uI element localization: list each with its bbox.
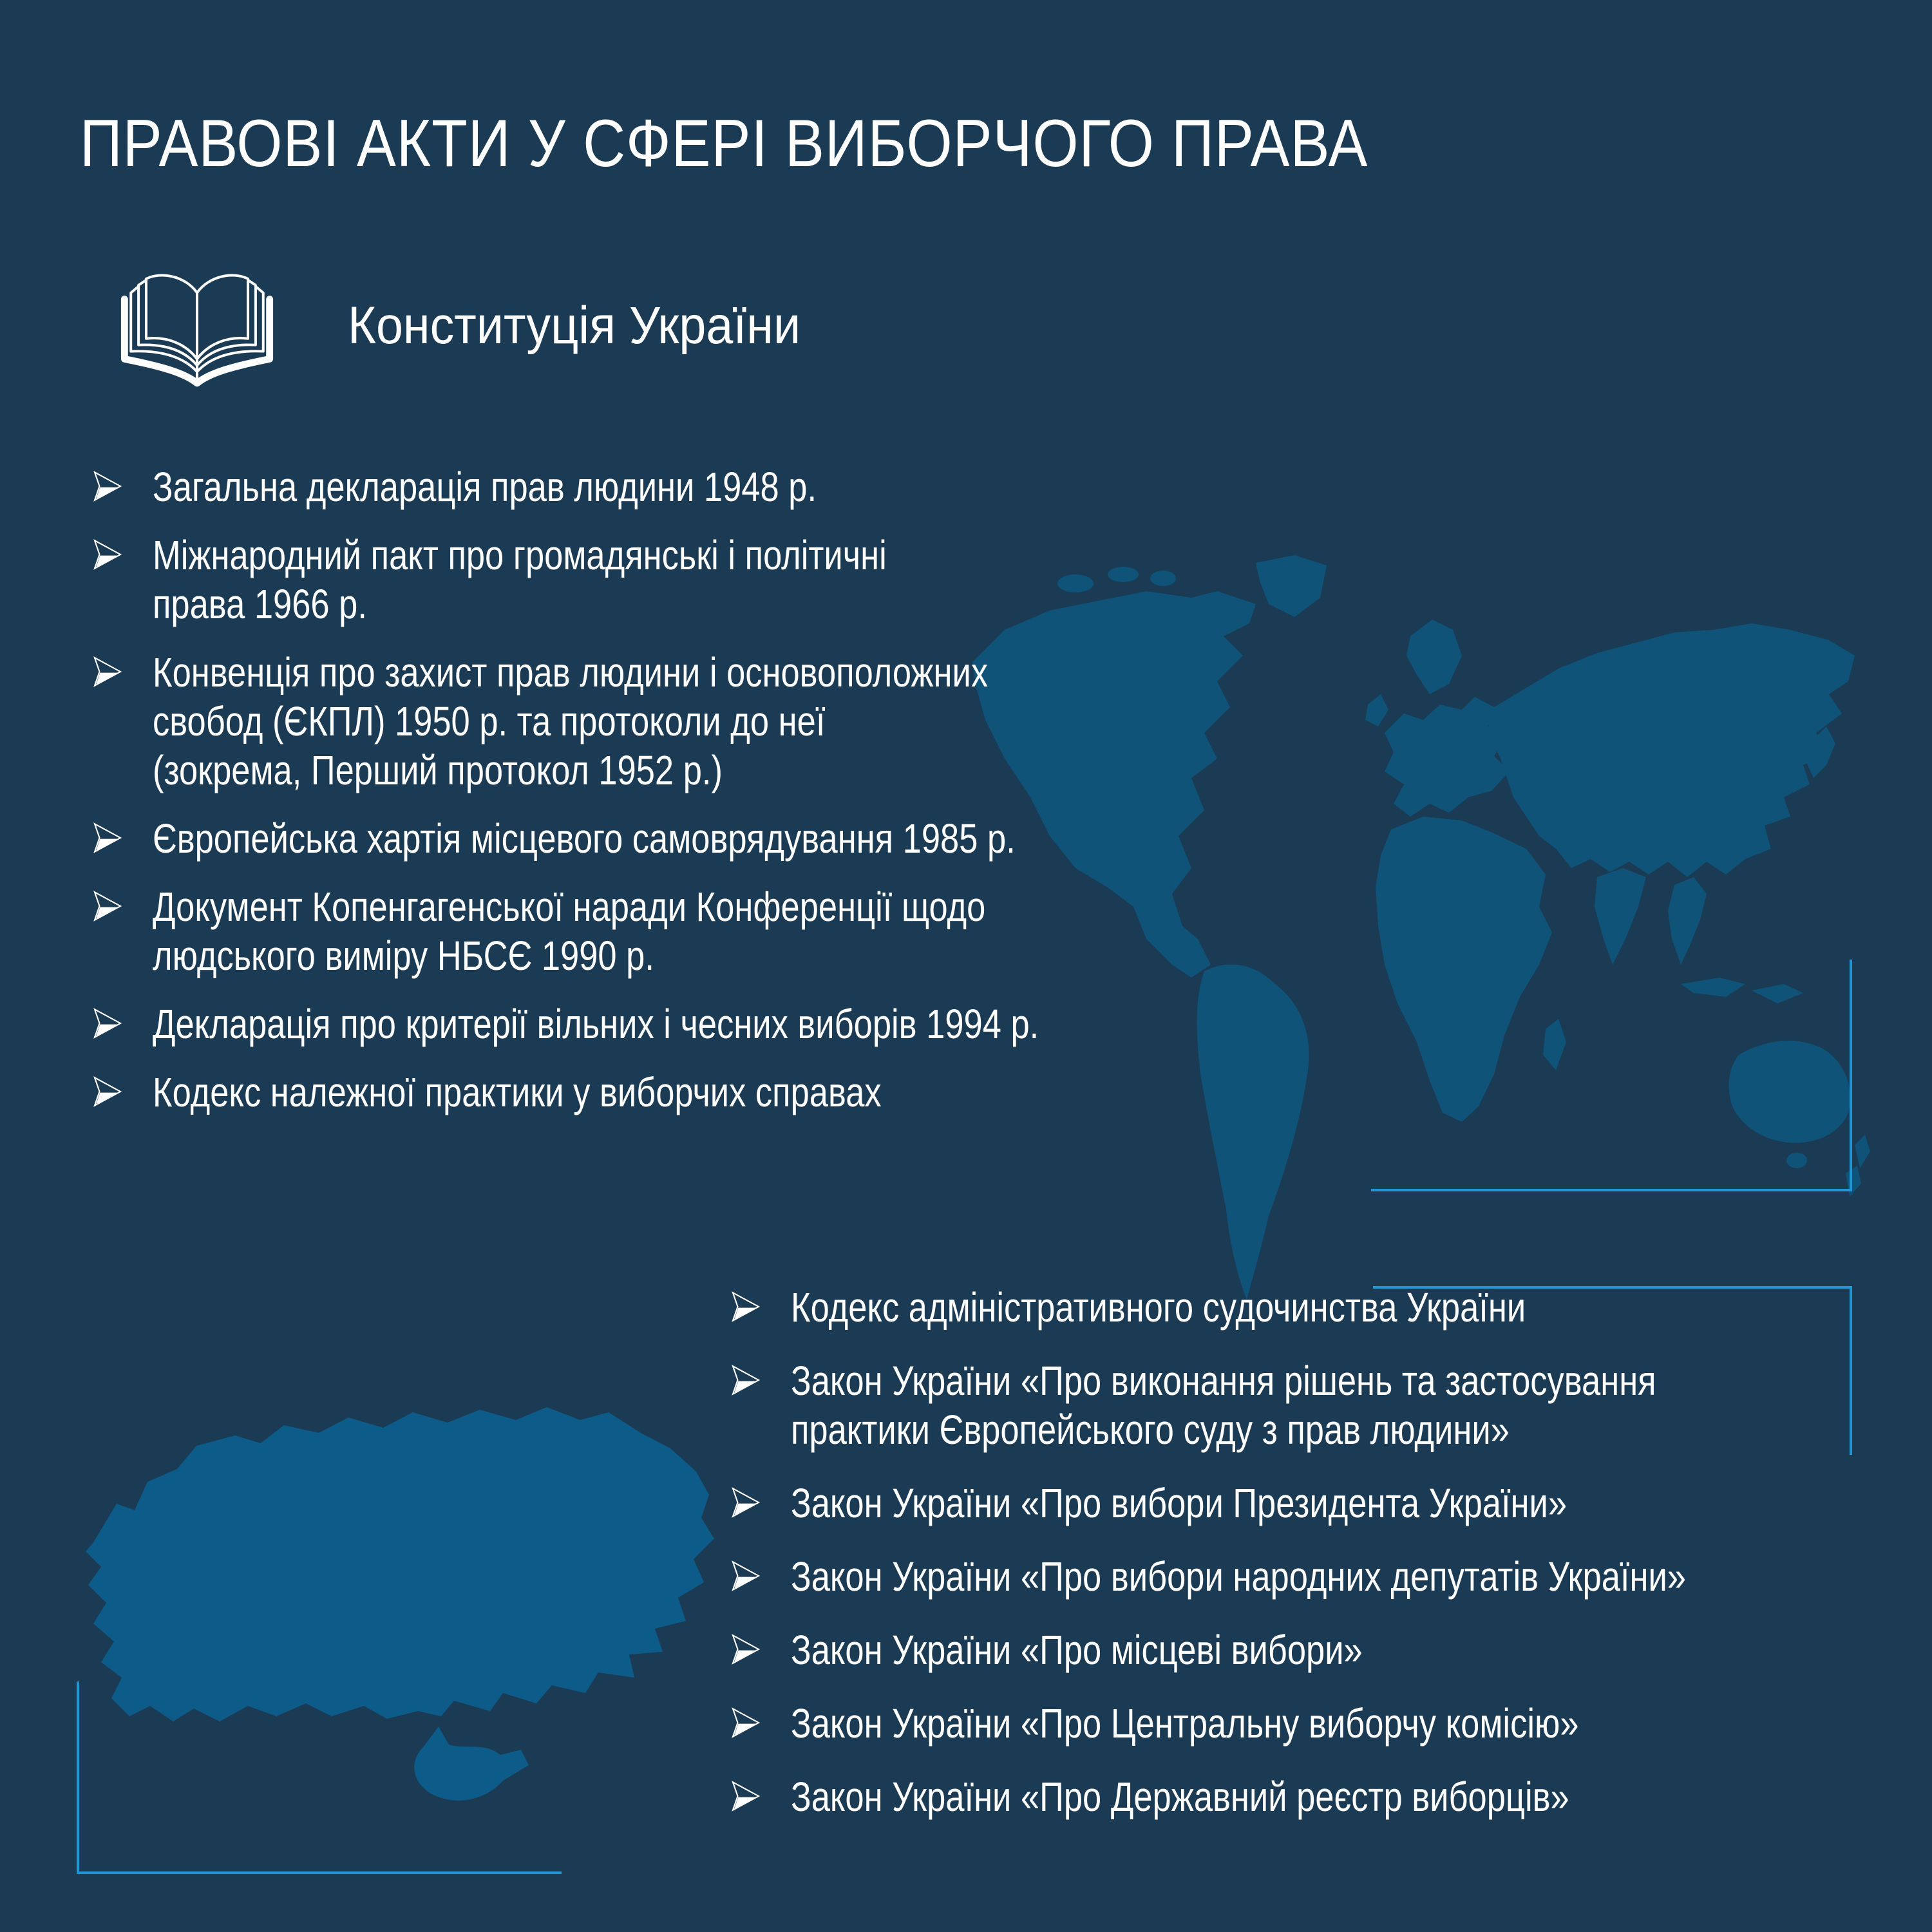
- list-item-text: [791, 1625, 1363, 1674]
- constitution-label: Конституція України: [348, 296, 801, 355]
- arrowhead-bullet-icon: [730, 1705, 762, 1741]
- arrowhead-bullet-icon: [91, 654, 124, 690]
- list-item-text: [153, 648, 988, 795]
- list-item-line: Закон України «Про Центральну виборчу комісію»: [791, 1700, 1579, 1747]
- list-item-line: Закон України «Про місцеві вибори»: [791, 1627, 1363, 1673]
- list-item-line: Закон України «Про виконання рішень та застосування: [791, 1358, 1656, 1404]
- arrowhead-bullet-icon: [730, 1362, 762, 1398]
- list-item-text: [791, 1699, 1579, 1748]
- list-item: [730, 1699, 1882, 1748]
- list-item-line: Закон України «Про вибори народних депутатів України»: [791, 1553, 1686, 1600]
- list-item-text: [153, 1068, 882, 1117]
- list-item: [730, 1625, 1882, 1674]
- list-item: [91, 462, 1233, 511]
- list-item-text: [153, 531, 887, 629]
- arrowhead-bullet-icon: [91, 888, 124, 924]
- list-item-line: Документ Копенгагенської наради Конференції щодо: [153, 884, 986, 930]
- list-item-line: Закон України «Про Державний реєстр виборців»: [791, 1774, 1569, 1820]
- list-item-line: людського виміру НБСЄ 1990 р.: [153, 933, 654, 979]
- arrowhead-bullet-icon: [730, 1558, 762, 1594]
- list-item: [730, 1552, 1882, 1601]
- list-item-text: [153, 999, 1039, 1048]
- list-item-text: [153, 814, 1016, 863]
- list-item-line: права 1966 р.: [153, 581, 367, 627]
- list-item-text: [791, 1552, 1686, 1601]
- list-item: [91, 1068, 1233, 1117]
- list-item: [91, 531, 1233, 629]
- arrowhead-bullet-icon: [91, 468, 124, 504]
- open-book-icon: [89, 265, 305, 392]
- list-item: [730, 1283, 1882, 1332]
- page-title: ПРАВОВІ АКТИ У СФЕРІ ВИБОРЧОГО ПРАВА: [80, 106, 1368, 181]
- list-item: [730, 1479, 1882, 1528]
- list-item-line: Конвенція про захист прав людини і основоположних: [153, 649, 989, 696]
- list-item: [730, 1356, 1882, 1454]
- list-item-text: [791, 1479, 1567, 1528]
- list-item: [91, 648, 1233, 795]
- list-item-text: [153, 462, 817, 511]
- arrowhead-bullet-icon: [730, 1631, 762, 1667]
- national-laws-list: [730, 1283, 1882, 1846]
- list-item-line: Європейська хартія місцевого самоврядування 1985 р.: [153, 815, 1016, 862]
- international-acts-list: [91, 462, 1233, 1136]
- list-item: [91, 882, 1233, 980]
- arrowhead-bullet-icon: [730, 1484, 762, 1520]
- list-item-text: [791, 1772, 1569, 1821]
- list-item-line: Закон України «Про вибори Президента України»: [791, 1480, 1567, 1526]
- list-item-line: Кодекс належної практики у виборчих справах: [153, 1069, 882, 1115]
- list-item-line: Декларація про критерії вільних і чесних виборів 1994 р.: [153, 1001, 1039, 1047]
- list-item-text: [153, 882, 985, 980]
- arrowhead-bullet-icon: [730, 1778, 762, 1814]
- list-item: [91, 814, 1233, 863]
- ukraine-map-silhouette: [55, 1291, 750, 1897]
- list-item: [730, 1772, 1882, 1821]
- list-item-line: Кодекс адміністративного судочинства України: [791, 1284, 1526, 1331]
- arrowhead-bullet-icon: [91, 1074, 124, 1110]
- list-item-text: [791, 1356, 1656, 1454]
- list-item: [91, 999, 1233, 1048]
- list-item-line: свобод (ЄКПЛ) 1950 р. та протоколи до неї: [153, 698, 826, 744]
- arrowhead-bullet-icon: [730, 1289, 762, 1325]
- arrowhead-bullet-icon: [91, 820, 124, 856]
- list-item-line: Міжнародний пакт про громадянські і політичні: [153, 532, 887, 578]
- list-item-text: [791, 1283, 1526, 1332]
- list-item-line: (зокрема, Перший протокол 1952 р.): [153, 747, 723, 793]
- list-item-line: практики Європейського суду з прав людини»: [791, 1406, 1510, 1453]
- arrowhead-bullet-icon: [91, 1005, 124, 1041]
- list-item-line: Загальна декларація прав людини 1948 р.: [153, 464, 817, 510]
- arrowhead-bullet-icon: [91, 536, 124, 573]
